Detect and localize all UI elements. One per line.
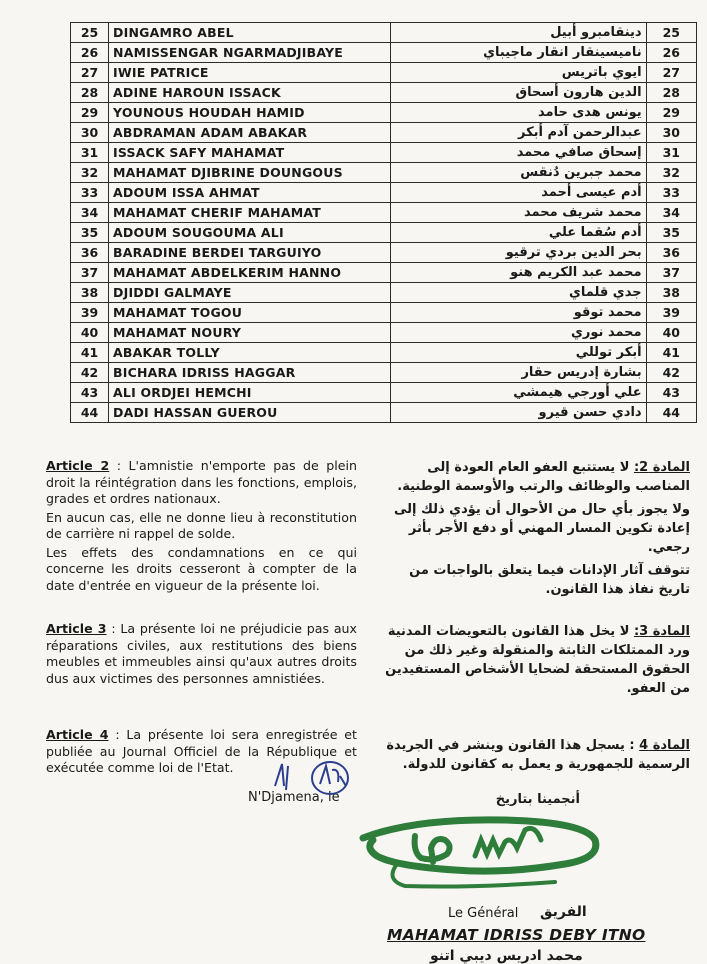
- name-latin: ABAKAR TOLLY: [109, 343, 391, 363]
- row-number: 36: [71, 243, 109, 263]
- signatory-name-ar: محمد ادريس ديبي اتنو: [430, 948, 583, 964]
- article-4-text-ar: : يسجل هذا القانون وينشر في الجريدة الرسمية للجمهورية و يعمل به كقانون للدولة.: [386, 738, 690, 772]
- place-date-ar: أنجمينا بتاريخ: [495, 792, 580, 807]
- table-row: [71, 383, 697, 403]
- article-4-label: Article 4: [46, 727, 109, 742]
- name-latin: MAHAMAT TOGOU: [109, 303, 391, 323]
- row-number-arabic: 25: [646, 23, 696, 43]
- row-number-arabic: 41: [646, 343, 696, 363]
- name-latin: MAHAMAT DJIBRINE DOUNGOUS: [109, 163, 391, 183]
- name-latin: ALI ORDJEI HEMCHI: [109, 383, 391, 403]
- title-fr: Le Général: [448, 906, 519, 921]
- article-3-text: : La présente loi ne préjudicie pas aux réparations civiles, aux restitutions des biens meubles et immeubles ainsi qu'aux autres droits dus aux victimes des personnes amnistiées.: [46, 621, 357, 686]
- table-row: [71, 203, 697, 223]
- name-latin: NAMISSENGAR NGARMADJIBAYE: [109, 43, 391, 63]
- article-3-fr: [46, 621, 357, 687]
- name-arabic: جدي قلماي: [390, 283, 646, 303]
- article-2-text: : L'amnistie n'emporte pas de plein droit la réintégration dans les fonctions, emplois, grades et ordres nationaux.: [46, 458, 358, 506]
- table-row: [71, 263, 697, 283]
- article-2-label-ar: المادة 2:: [633, 460, 690, 475]
- row-number: 27: [71, 63, 109, 83]
- row-number-arabic: 29: [646, 103, 696, 123]
- row-number-arabic: 36: [646, 243, 696, 263]
- article-2-fr: [46, 458, 357, 594]
- names-table: [70, 22, 697, 423]
- table-row: [71, 43, 697, 63]
- name-latin: ISSACK SAFY MAHAMAT: [109, 143, 391, 163]
- name-arabic: عبدالرحمن آدم أبكر: [390, 123, 646, 143]
- name-latin: BICHARA IDRISS HAGGAR: [109, 363, 391, 383]
- name-arabic: محمد شريف محمد: [390, 203, 646, 223]
- row-number: 38: [71, 283, 109, 303]
- initials-mark: [270, 756, 360, 806]
- place-date-fr: N'Djamena, le: [248, 790, 340, 805]
- name-arabic: ايوي باتريس: [390, 63, 646, 83]
- article-3-ar: [378, 622, 690, 698]
- row-number: 39: [71, 303, 109, 323]
- table-row: [71, 343, 697, 363]
- row-number-arabic: 44: [646, 403, 696, 423]
- name-arabic: محمد جبرين دُنقس: [390, 163, 646, 183]
- name-latin: ADOUM SOUGOUMA ALI: [109, 223, 391, 243]
- article-2-ar: [378, 458, 690, 599]
- row-number-arabic: 34: [646, 203, 696, 223]
- row-number-arabic: 28: [646, 83, 696, 103]
- table-row: [71, 363, 697, 383]
- name-latin: DADI HASSAN GUEROU: [109, 403, 391, 423]
- row-number: 31: [71, 143, 109, 163]
- row-number-arabic: 40: [646, 323, 696, 343]
- table-row: [71, 103, 697, 123]
- row-number: 25: [71, 23, 109, 43]
- article-4-ar: [378, 736, 690, 774]
- article-2-label: Article 2: [46, 458, 110, 473]
- name-latin: YOUNOUS HOUDAH HAMID: [109, 103, 391, 123]
- row-number: 30: [71, 123, 109, 143]
- name-arabic: دينقامبرو أبيل: [390, 23, 646, 43]
- row-number-arabic: 37: [646, 263, 696, 283]
- name-latin: ABDRAMAN ADAM ABAKAR: [109, 123, 391, 143]
- name-latin: MAHAMAT ABDELKERIM HANNO: [109, 263, 391, 283]
- row-number: 37: [71, 263, 109, 283]
- row-number-arabic: 39: [646, 303, 696, 323]
- row-number: 28: [71, 83, 109, 103]
- row-number: 40: [71, 323, 109, 343]
- table-row: [71, 243, 697, 263]
- name-arabic: الدين هارون أسحاق: [390, 83, 646, 103]
- name-arabic: محمد نوري: [390, 323, 646, 343]
- table-row: [71, 183, 697, 203]
- row-number-arabic: 35: [646, 223, 696, 243]
- table-row: [71, 323, 697, 343]
- name-arabic: دادي حسن قيرو: [390, 403, 646, 423]
- table-row: [71, 23, 697, 43]
- row-number: 26: [71, 43, 109, 63]
- article-3-label-ar: المادة 3:: [633, 624, 690, 639]
- table-row: [71, 223, 697, 243]
- name-latin: IWIE PATRICE: [109, 63, 391, 83]
- name-latin: MAHAMAT NOURY: [109, 323, 391, 343]
- row-number-arabic: 32: [646, 163, 696, 183]
- row-number: 42: [71, 363, 109, 383]
- row-number: 34: [71, 203, 109, 223]
- row-number-arabic: 33: [646, 183, 696, 203]
- signatory-name: MAHAMAT IDRISS DEBY ITNO: [387, 926, 646, 944]
- signature: [355, 800, 615, 890]
- row-number: 44: [71, 403, 109, 423]
- name-arabic: بحر الدين بردي ترقيو: [390, 243, 646, 263]
- row-number-arabic: 38: [646, 283, 696, 303]
- article-2-text-ar: لا يستتبع العفو العام العودة إلى المناصب والوظائف والرتب والأوسمة الوطنية.: [397, 460, 690, 494]
- name-arabic: يونس هدى حامد: [390, 103, 646, 123]
- table-row: [71, 283, 697, 303]
- row-number-arabic: 30: [646, 123, 696, 143]
- name-latin: DJIDDI GALMAYE: [109, 283, 391, 303]
- name-latin: MAHAMAT CHERIF MAHAMAT: [109, 203, 391, 223]
- name-arabic: ناميسينقار انقار ماجيباي: [390, 43, 646, 63]
- row-number: 41: [71, 343, 109, 363]
- name-arabic: محمد عبد الكريم هنو: [390, 263, 646, 283]
- article-4-text: : La présente loi sera enregistrée et publiée au Journal Officiel de la République et exécutée comme loi de l'Etat.: [46, 727, 357, 775]
- name-latin: DINGAMRO ABEL: [109, 23, 391, 43]
- row-number-arabic: 26: [646, 43, 696, 63]
- name-latin: ADINE HAROUN ISSACK: [109, 83, 391, 103]
- article-3-label: Article 3: [46, 621, 107, 636]
- article-2-paragraph-2: En aucun cas, elle ne donne lieu à reconstitution de carrière ni rappel de solde.: [46, 509, 357, 541]
- name-arabic: بشارة إدريس حقار: [390, 363, 646, 383]
- name-arabic: أبكر توللي: [390, 343, 646, 363]
- table-row: [71, 63, 697, 83]
- table-row: [71, 403, 697, 423]
- row-number: 33: [71, 183, 109, 203]
- row-number-arabic: 43: [646, 383, 696, 403]
- article-4-label-ar: المادة 4: [639, 738, 690, 753]
- table-row: [71, 303, 697, 323]
- name-arabic: علي أورجي هيمشي: [390, 383, 646, 403]
- row-number: 29: [71, 103, 109, 123]
- name-arabic: محمد توقو: [390, 303, 646, 323]
- name-arabic: إسحاق صافي محمد: [390, 143, 646, 163]
- name-latin: BARADINE BERDEI TARGUIYO: [109, 243, 391, 263]
- row-number: 32: [71, 163, 109, 183]
- article-2-paragraph-2-ar: ولا يجوز بأي حال من الأحوال أن يؤدي ذلك إلى إعادة تكوين المسار المهني أو دفع الأجر بأثر رجعي.: [393, 502, 690, 555]
- article-2-paragraph-3: Les effets des condamnations en ce qui concerne les droits cesseront à compter de la date d'entrée en vigueur de la présente loi.: [46, 544, 357, 593]
- name-arabic: أدم عيسى أحمد: [390, 183, 646, 203]
- table-row: [71, 123, 697, 143]
- row-number-arabic: 31: [646, 143, 696, 163]
- article-2-paragraph-3-ar: تتوقف آثار الإدانات فيما يتعلق بالواجبات من تاريخ نفاذ هذا القانون.: [409, 563, 690, 597]
- table-row: [71, 143, 697, 163]
- name-latin: ADOUM ISSA AHMAT: [109, 183, 391, 203]
- row-number: 35: [71, 223, 109, 243]
- row-number-arabic: 42: [646, 363, 696, 383]
- table-row: [71, 163, 697, 183]
- name-arabic: أدم سُقما علي: [390, 223, 646, 243]
- table-row: [71, 83, 697, 103]
- row-number: 43: [71, 383, 109, 403]
- row-number-arabic: 27: [646, 63, 696, 83]
- title-ar: الفريق: [540, 904, 587, 920]
- article-3-text-ar: لا يخل هذا القانون بالتعويضات المدنية ورد الممتلكات الثابتة والمنقولة وغير ذلك من الحقوق المستحقة لضحايا الأشخاص المستفيدين من العفو.: [385, 624, 690, 696]
